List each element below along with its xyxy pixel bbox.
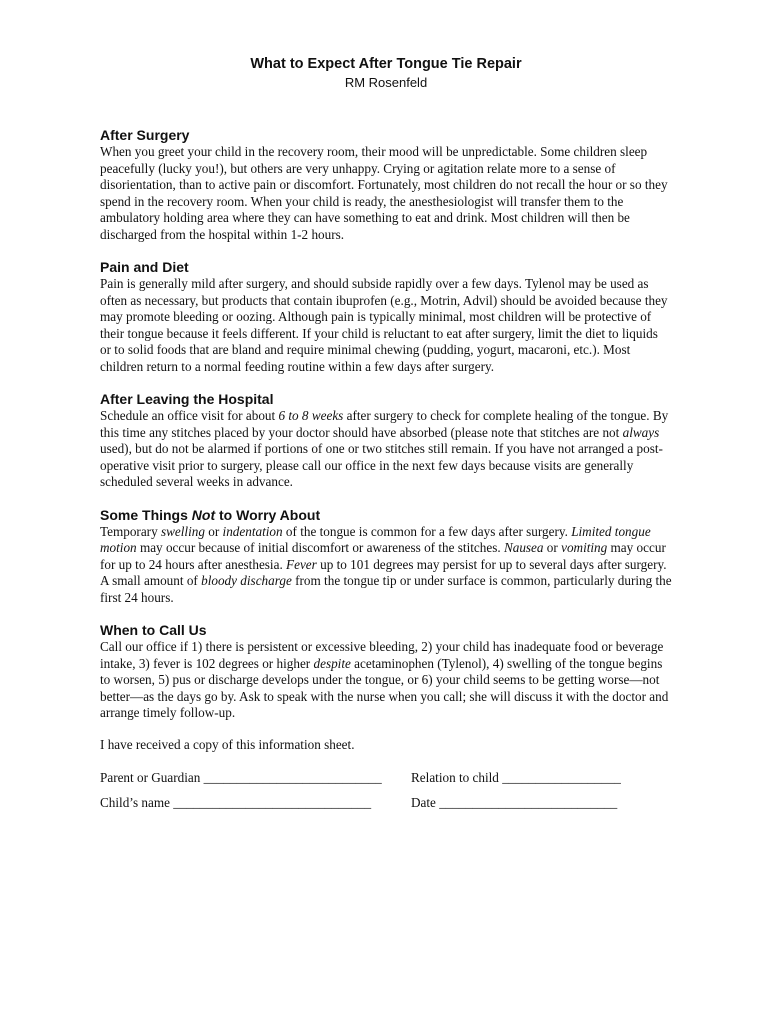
text-run: up to 101 degrees may persist for up to several days after surgery. A small amount of bbox=[100, 556, 667, 588]
section-when-to-call bbox=[100, 621, 672, 722]
section-body bbox=[100, 639, 672, 722]
section-not-to-worry bbox=[100, 506, 672, 607]
section-heading bbox=[100, 506, 672, 524]
signature-row-1 bbox=[100, 770, 672, 787]
document-title: What to Expect After Tongue Tie Repair bbox=[250, 56, 522, 72]
text-run: or bbox=[543, 540, 562, 555]
section-pain-and-diet bbox=[100, 258, 672, 375]
text-run: after surgery to check for complete healing of the tongue. By this time any stitches placed by your doctor should have absorbed (please note that stitches are not bbox=[100, 408, 669, 440]
text-run: may occur because of initial discomfort or awareness of the stitches. bbox=[136, 540, 504, 555]
section-heading: Pain and Diet bbox=[100, 259, 189, 275]
emphasis-text: swelling bbox=[160, 523, 205, 539]
section-heading: When to Call Us bbox=[100, 622, 207, 638]
date-line[interactable]: Date ___________________________ bbox=[411, 794, 618, 810]
receipt-statement: I have received a copy of this information sheet. bbox=[100, 736, 355, 752]
emphasis-text: always bbox=[622, 424, 660, 440]
document-page bbox=[100, 54, 672, 819]
emphasis-text: bloody discharge bbox=[201, 573, 292, 588]
emphasis-text: 6 to 8 weeks bbox=[278, 408, 344, 423]
emphasis-text: indentation bbox=[222, 523, 283, 539]
section-after-surgery bbox=[100, 126, 672, 243]
text-run: Temporary bbox=[100, 523, 161, 539]
emphasis-text: vomiting bbox=[561, 540, 608, 555]
text-run: Schedule an office visit for about bbox=[100, 408, 279, 423]
emphasis-text: despite bbox=[313, 655, 351, 671]
parent-guardian-line[interactable]: Parent or Guardian ___________________________ bbox=[100, 770, 382, 785]
relation-to-child-line[interactable]: Relation to child __________________ bbox=[411, 770, 621, 785]
text-run: from the tongue tip or under surface is common, particularly during the first 24 hours. bbox=[100, 573, 672, 605]
text-run: acetaminophen (Tylenol), 4) swelling of the tongue begins to worsen, 5) pus or discharge develops under the tongue, or 6) your child seems to be getting worse—not better—as the days go by. Ask to speak with the nurse when you call; she will discuss it with the doctor and arrange timely follow-up. bbox=[100, 655, 669, 720]
text-run: Call our office if 1) there is persistent or excessive bleeding, 2) your child has inadequate food or beverage intake, 3) fever is 102 degrees or higher bbox=[100, 639, 664, 671]
text-run: used), but do not be alarmed if portions of one or two stitches still remain. If you have not arranged a post-operative visit prior to surgery, please call our office in the next few days because visits are generally scheduled several weeks in advance. bbox=[100, 441, 663, 489]
section-after-leaving-hospital bbox=[100, 390, 672, 491]
emphasis-text: Nausea bbox=[503, 540, 544, 555]
document-author: RM Rosenfeld bbox=[344, 75, 428, 90]
text-run: of the tongue is common for a few days after surgery. bbox=[282, 523, 572, 539]
text-run: may occur for up to 24 hours after anesthesia. bbox=[100, 540, 666, 572]
section-body bbox=[100, 408, 672, 491]
emphasis-text: Limited tongue motion bbox=[100, 523, 651, 555]
emphasis-text: Not bbox=[191, 506, 216, 523]
signature-row-2 bbox=[100, 795, 672, 812]
section-heading: After Surgery bbox=[100, 127, 190, 143]
text-run: Some Things bbox=[100, 506, 192, 523]
section-body: Pain is generally mild after surgery, and should subside rapidly over a few days. Tylenol may be used as often as necessary, but products that contain ibuprofen (e.g., Motrin, Advil) should be avoided because they may promote bleeding or oozing. Although pain is typically minimal, most children will be protective of their tongue because it feels different. If your child is reluctant to eat after surgery, limit the diet to liquids or to solid foods that are bland and require minimal chewing (pudding, yogurt, macaroni, etc.). Most children return to a normal feeding routine within a few days after surgery. bbox=[100, 276, 668, 374]
emphasis-text: Fever bbox=[286, 556, 317, 572]
section-heading: After Leaving the Hospital bbox=[100, 391, 274, 407]
child-name-line[interactable]: Child’s name ______________________________ bbox=[100, 794, 372, 810]
section-body bbox=[100, 524, 672, 607]
section-body: When you greet your child in the recovery room, their mood will be unpredictable. Some children sleep peacefully (lucky you!), but others are very unhappy. Crying or agitation relate more to a sense of disorientation, than to active pain or discomfort. Fortunately, most children do not recall the hour or so they spend in the recovery room. When your child is ready, the anesthesiologist will transfer them to the ambulatory holding area where they can have something to eat and drink. Most children will then be discharged from the hospital within 1-2 hours. bbox=[100, 144, 668, 242]
text-run: or bbox=[204, 523, 223, 539]
text-run: to Worry About bbox=[215, 506, 321, 523]
